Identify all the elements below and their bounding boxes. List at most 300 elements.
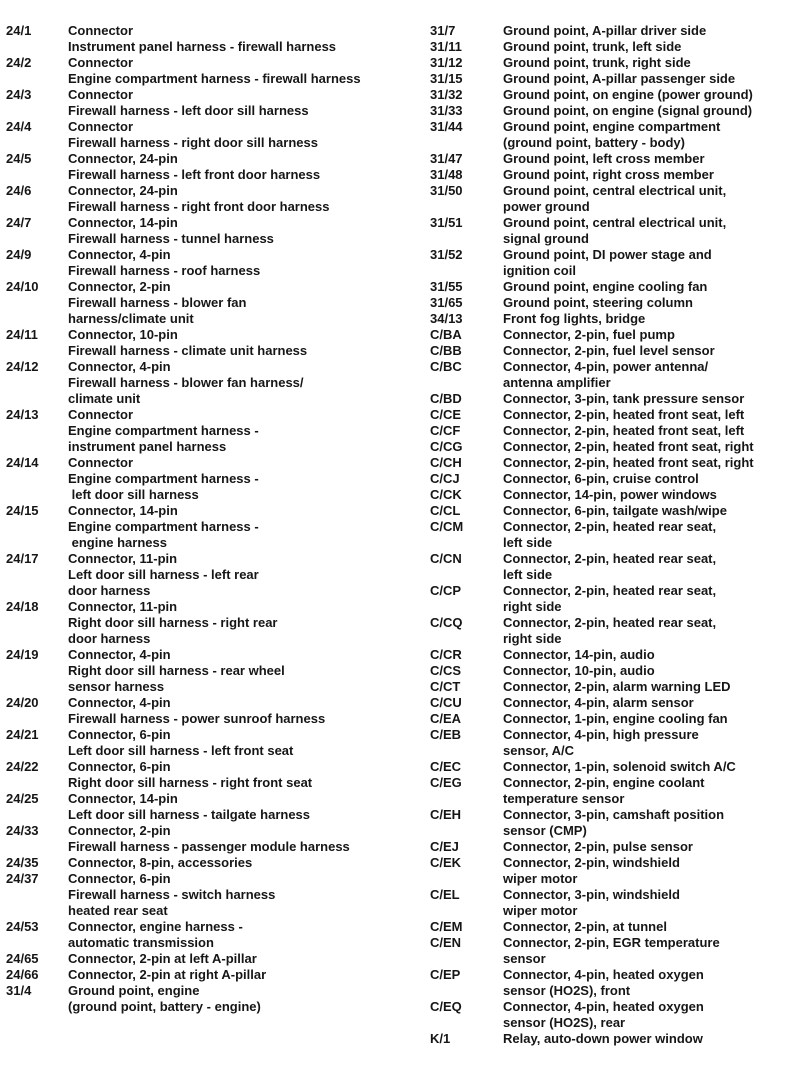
entry-description-line: Connector, 2-pin, heated rear seat, — [503, 615, 717, 630]
entry-description — [503, 919, 804, 935]
entry-code: C/CK — [430, 487, 462, 502]
entry-description-line: Connector, 14-pin, power windows — [503, 487, 717, 502]
legend-entry — [430, 215, 804, 247]
entry-description — [503, 887, 804, 919]
entry-description — [503, 839, 804, 855]
entry-description-line: left side — [503, 567, 553, 582]
entry-description-line: Connector — [68, 23, 133, 38]
entry-code: 31/52 — [430, 247, 463, 262]
entry-code: C/CT — [430, 679, 461, 694]
entry-description-line: Connector — [68, 407, 133, 422]
entry-description — [68, 759, 428, 791]
legend-entry — [430, 103, 804, 119]
entry-code: C/EK — [430, 855, 462, 870]
legend-entry — [430, 727, 804, 759]
entry-description-line: Connector, 2-pin, heated rear seat, — [503, 551, 717, 566]
legend-entry — [6, 871, 428, 919]
entry-description — [503, 455, 804, 471]
entry-code: C/CR — [430, 647, 462, 662]
entry-code: C/BA — [430, 327, 462, 342]
entry-description — [503, 359, 804, 391]
entry-description — [68, 967, 428, 983]
legend-entry — [430, 1031, 804, 1047]
legend-entry — [430, 39, 804, 55]
entry-description — [503, 343, 804, 359]
entry-description-line: Ground point, DI power stage and — [503, 247, 712, 262]
entry-code: 24/15 — [6, 503, 39, 518]
entry-description-line: sensor (HO2S), rear — [503, 1015, 626, 1030]
entry-description-line: Connector, engine harness - — [68, 919, 243, 934]
entry-description — [503, 583, 804, 615]
entry-code: 31/65 — [430, 295, 463, 310]
entry-description-line: Connector, 4-pin, power antenna/ — [503, 359, 709, 374]
entry-code: 24/22 — [6, 759, 39, 774]
entry-code: C/CF — [430, 423, 461, 438]
entry-description-line: harness/climate unit — [68, 311, 194, 326]
legend-entry — [430, 711, 804, 727]
entry-description-line: Connector, 24-pin — [68, 183, 178, 198]
entry-description-line: Ground point, A-pillar passenger side — [503, 71, 736, 86]
entry-description — [503, 295, 804, 311]
entry-description-line: Right door sill harness - right front seat — [68, 775, 313, 790]
entry-description-line: Ground point, trunk, right side — [503, 55, 691, 70]
legend-entry — [6, 359, 428, 407]
legend-entry — [430, 183, 804, 215]
legend-entry — [430, 855, 804, 887]
entry-description-line: Connector, 2-pin, at tunnel — [503, 919, 667, 934]
entry-description-line: Ground point, steering column — [503, 295, 693, 310]
entry-description-line: Ground point, right cross member — [503, 167, 714, 182]
entry-description-line: Connector — [68, 119, 133, 134]
entry-description-line: Connector, 3-pin, tank pressure sensor — [503, 391, 745, 406]
entry-description-line: Connector, 2-pin, heated front seat, right — [503, 455, 754, 470]
entry-description-line: right side — [503, 631, 562, 646]
entry-description-line: Firewall harness - passenger module harness — [68, 839, 350, 854]
entry-description-line: Connector, 1-pin, solenoid switch A/C — [503, 759, 736, 774]
entry-description-line: sensor harness — [68, 679, 165, 694]
entry-description-line: automatic transmission — [68, 935, 214, 950]
entry-code: C/CL — [430, 503, 461, 518]
entry-code: 24/20 — [6, 695, 39, 710]
legend-entry — [430, 327, 804, 343]
entry-description-line: wiper motor — [503, 871, 578, 886]
legend-entry — [6, 695, 428, 727]
entry-description-line: Connector, 2-pin at right A-pillar — [68, 967, 267, 982]
entry-description-line: Connector, 2-pin at left A-pillar — [68, 951, 257, 966]
entry-description-line: door harness — [68, 631, 151, 646]
legend-entry — [6, 455, 428, 503]
entry-description — [503, 247, 804, 279]
entry-code: 31/12 — [430, 55, 463, 70]
legend-entry — [430, 311, 804, 327]
entry-description-line: Firewall harness - blower fan — [68, 295, 247, 310]
legend-entry — [6, 327, 428, 359]
entry-description — [503, 71, 804, 87]
entry-description — [68, 359, 428, 407]
entry-description-line: Ground point, trunk, left side — [503, 39, 682, 54]
entry-code: C/CM — [430, 519, 464, 534]
legend-entry — [430, 407, 804, 423]
legend-entry — [430, 839, 804, 855]
entry-code: 24/37 — [6, 871, 39, 886]
entry-description — [68, 983, 428, 1015]
legend-entry — [430, 999, 804, 1031]
legend-entry — [430, 55, 804, 71]
entry-description-line: Connector, 4-pin, heated oxygen — [503, 999, 704, 1014]
legend-entry — [430, 647, 804, 663]
entry-code: C/CQ — [430, 615, 463, 630]
entry-description — [68, 327, 428, 359]
entry-description — [503, 151, 804, 167]
legend-entry — [430, 71, 804, 87]
entry-description-line: Connector, 11-pin — [68, 599, 178, 614]
legend-entry — [6, 791, 428, 823]
legend-entry — [430, 455, 804, 471]
legend-entry — [6, 967, 428, 983]
entry-description-line: Firewall harness - blower fan harness/ — [68, 375, 304, 390]
entry-description-line: Ground point, engine — [68, 983, 200, 998]
entry-description — [68, 279, 428, 327]
entry-description-line: Engine compartment harness - firewall harness — [68, 71, 361, 86]
entry-code: K/1 — [430, 1031, 451, 1046]
entry-code: 24/4 — [6, 119, 32, 134]
legend-entry — [430, 503, 804, 519]
entry-description — [503, 663, 804, 679]
entry-description — [503, 967, 804, 999]
entry-description-line: Ground point, central electrical unit, — [503, 215, 727, 230]
entry-code: C/EN — [430, 935, 462, 950]
legend-entry — [430, 919, 804, 935]
entry-description — [503, 679, 804, 695]
entry-description-line: Connector, 2-pin, fuel pump — [503, 327, 675, 342]
entry-description-line: wiper motor — [503, 903, 578, 918]
entry-description-line: Ground point, on engine (power ground) — [503, 87, 753, 102]
legend-entry — [6, 919, 428, 951]
entry-description-line: (ground point, battery - body) — [503, 135, 685, 150]
entry-code: 31/15 — [430, 71, 463, 86]
legend-entry — [430, 279, 804, 295]
entry-description-line: climate unit — [68, 391, 141, 406]
entry-description-line: Connector, 4-pin, alarm sensor — [503, 695, 694, 710]
entry-description — [503, 407, 804, 423]
legend-entry — [6, 119, 428, 151]
entry-description-line: Connector, 4-pin — [68, 647, 171, 662]
entry-description-line: left door sill harness — [68, 487, 199, 502]
entry-description-line: Right door sill harness - right rear — [68, 615, 278, 630]
entry-code: 24/65 — [6, 951, 39, 966]
entry-description-line: Ground point, A-pillar driver side — [503, 23, 707, 38]
legend-entry — [430, 519, 804, 551]
entry-description — [68, 823, 428, 855]
entry-description-line: Firewall harness - roof harness — [68, 263, 261, 278]
entry-description-line: Firewall harness - climate unit harness — [68, 343, 308, 358]
entry-description — [68, 871, 428, 919]
legend-entry — [430, 583, 804, 615]
entry-description-line: Connector, 2-pin, alarm warning LED — [503, 679, 731, 694]
legend-entry — [430, 759, 804, 775]
entry-code: 34/13 — [430, 311, 463, 326]
entry-description-line: Ground point, engine cooling fan — [503, 279, 708, 294]
entry-description-line: Connector, 1-pin, engine cooling fan — [503, 711, 728, 726]
entry-description — [68, 951, 428, 967]
entry-description — [68, 183, 428, 215]
entry-description-line: Firewall harness - left front door harness — [68, 167, 321, 182]
entry-code: C/CG — [430, 439, 463, 454]
entry-description — [503, 423, 804, 439]
entry-code: 24/10 — [6, 279, 39, 294]
entry-description — [503, 55, 804, 71]
entry-description — [503, 119, 804, 151]
entry-code: C/BD — [430, 391, 462, 406]
entry-code: 31/51 — [430, 215, 463, 230]
entry-description — [503, 711, 804, 727]
entry-description-line: Connector, 4-pin, heated oxygen — [503, 967, 704, 982]
entry-description — [68, 791, 428, 823]
entry-description — [503, 311, 804, 327]
entry-description-line: antenna amplifier — [503, 375, 611, 390]
entry-description-line: Connector, 4-pin — [68, 695, 171, 710]
entry-description-line: Connector, 6-pin — [68, 871, 171, 886]
entry-description — [503, 935, 804, 967]
entry-code: 24/21 — [6, 727, 39, 742]
legend-entry — [6, 951, 428, 967]
entry-description — [503, 727, 804, 759]
entry-code: 24/18 — [6, 599, 39, 614]
entry-description-line: Connector, 3-pin, windshield — [503, 887, 680, 902]
entry-description — [503, 103, 804, 119]
entry-description — [503, 807, 804, 839]
entry-description — [503, 439, 804, 455]
legend-entry — [430, 295, 804, 311]
legend-entry — [430, 167, 804, 183]
entry-description — [503, 279, 804, 295]
entry-code: 24/7 — [6, 215, 32, 230]
legend-entry — [430, 87, 804, 103]
entry-description-line: left side — [503, 535, 553, 550]
legend-entry — [430, 807, 804, 839]
entry-code: C/EB — [430, 727, 462, 742]
entry-code: C/EG — [430, 775, 462, 790]
entry-description — [68, 695, 428, 727]
entry-code: 24/5 — [6, 151, 32, 166]
legend-entry — [6, 855, 428, 871]
legend-entry — [430, 935, 804, 967]
entry-description-line: Firewall harness - tunnel harness — [68, 231, 274, 246]
entry-description-line: Front fog lights, bridge — [503, 311, 646, 326]
entry-description-line: right side — [503, 599, 562, 614]
entry-description-line: Connector, 6-pin, cruise control — [503, 471, 699, 486]
entry-description-line: power ground — [503, 199, 590, 214]
legend-entry — [6, 87, 428, 119]
entry-description-line: sensor (CMP) — [503, 823, 587, 838]
entry-code: 24/14 — [6, 455, 39, 470]
entry-code: 24/25 — [6, 791, 39, 806]
entry-description-line: sensor (HO2S), front — [503, 983, 631, 998]
entry-description — [68, 919, 428, 951]
entry-description-line: Engine compartment harness - — [68, 423, 259, 438]
legend-entry — [6, 215, 428, 247]
legend-entry — [430, 551, 804, 583]
entry-description-line: door harness — [68, 583, 151, 598]
legend-entry — [6, 23, 428, 55]
entry-code: 24/13 — [6, 407, 39, 422]
entry-code: C/EC — [430, 759, 462, 774]
entry-description — [68, 119, 428, 151]
legend-entry — [430, 439, 804, 455]
entry-description-line: Connector, 4-pin — [68, 247, 171, 262]
entry-code: 24/1 — [6, 23, 32, 38]
legend-column-right — [430, 23, 804, 1047]
entry-code: 31/33 — [430, 103, 463, 118]
entry-code: C/CE — [430, 407, 462, 422]
entry-description — [503, 23, 804, 39]
legend-entry — [430, 151, 804, 167]
entry-description-line: Ground point, engine compartment — [503, 119, 721, 134]
legend-entry — [6, 247, 428, 279]
entry-description — [503, 999, 804, 1031]
entry-description-line: Engine compartment harness - — [68, 471, 259, 486]
entry-description — [68, 647, 428, 695]
entry-description-line: Connector, 4-pin — [68, 359, 171, 374]
legend-entry — [6, 599, 428, 647]
legend-entry — [430, 679, 804, 695]
legend-entry — [430, 487, 804, 503]
entry-description-line: heated rear seat — [68, 903, 168, 918]
legend-entry — [430, 119, 804, 151]
legend-entry — [6, 503, 428, 551]
entry-description-line: Connector, 8-pin, accessories — [68, 855, 253, 870]
entry-description — [503, 327, 804, 343]
entry-description — [503, 87, 804, 103]
entry-code: C/EP — [430, 967, 461, 982]
entry-description-line: Connector, 11-pin — [68, 551, 178, 566]
entry-description — [68, 215, 428, 247]
entry-code: C/BC — [430, 359, 462, 374]
entry-code: 31/7 — [430, 23, 456, 38]
entry-description-line: Connector, 24-pin — [68, 151, 178, 166]
entry-code: C/CH — [430, 455, 462, 470]
entry-description-line: Connector, 14-pin — [68, 791, 178, 806]
entry-description — [68, 247, 428, 279]
legend-entry — [430, 471, 804, 487]
legend-entry — [430, 663, 804, 679]
entry-description-line: Connector, 2-pin — [68, 823, 171, 838]
entry-description-line: Connector, 14-pin — [68, 503, 178, 518]
entry-description — [503, 615, 804, 647]
entry-description-line: Connector, 2-pin, engine coolant — [503, 775, 705, 790]
entry-description-line: Connector, 2-pin, windshield — [503, 855, 680, 870]
entry-description — [503, 391, 804, 407]
entry-description-line: (ground point, battery - engine) — [68, 999, 261, 1014]
entry-code: C/EA — [430, 711, 462, 726]
entry-description-line: Firewall harness - left door sill harness — [68, 103, 309, 118]
entry-description-line: sensor, A/C — [503, 743, 575, 758]
legend-entry — [430, 23, 804, 39]
entry-description — [68, 407, 428, 455]
entry-description — [503, 775, 804, 807]
entry-description-line: Right door sill harness - rear wheel — [68, 663, 285, 678]
entry-description-line: ignition coil — [503, 263, 576, 278]
entry-code: 31/48 — [430, 167, 463, 182]
entry-description-line: Connector — [68, 87, 133, 102]
entry-description — [503, 487, 804, 503]
entry-code: 24/53 — [6, 919, 39, 934]
legend-entry — [430, 423, 804, 439]
entry-description-line: Connector, 10-pin — [68, 327, 178, 342]
entry-description-line: Connector, 6-pin — [68, 727, 171, 742]
entry-description-line: Firewall harness - power sunroof harness — [68, 711, 326, 726]
entry-code: 31/4 — [6, 983, 32, 998]
entry-description — [503, 167, 804, 183]
entry-description-line: Connector, 10-pin, audio — [503, 663, 655, 678]
entry-code: 24/66 — [6, 967, 39, 982]
entry-description-line: Connector, 2-pin, heated rear seat, — [503, 583, 717, 598]
entry-description — [503, 695, 804, 711]
entry-code: 24/6 — [6, 183, 32, 198]
entry-code: 31/55 — [430, 279, 463, 294]
entry-description-line: instrument panel harness — [68, 439, 227, 454]
entry-description — [503, 1031, 804, 1047]
entry-code: 24/17 — [6, 551, 39, 566]
entry-description — [68, 455, 428, 503]
entry-description-line: Connector, 6-pin, tailgate wash/wipe — [503, 503, 727, 518]
entry-description-line: Connector, 2-pin, heated front seat, left — [503, 423, 745, 438]
entry-description-line: Connector, 2-pin, EGR temperature — [503, 935, 720, 950]
legend-entry — [430, 359, 804, 391]
entry-description-line: Connector, 6-pin — [68, 759, 171, 774]
entry-description-line: Connector, 4-pin, high pressure — [503, 727, 699, 742]
entry-description — [503, 39, 804, 55]
entry-description-line: Firewall harness - right front door harness — [68, 199, 330, 214]
legend-entry — [6, 55, 428, 87]
entry-description — [503, 551, 804, 583]
entry-code: C/EQ — [430, 999, 462, 1014]
entry-description-line: signal ground — [503, 231, 589, 246]
entry-description-line: Connector, 2-pin, heated front seat, left — [503, 407, 745, 422]
entry-code: 24/9 — [6, 247, 32, 262]
entry-description-line: Connector, 2-pin, heated rear seat, — [503, 519, 717, 534]
entry-code: 31/11 — [430, 39, 462, 54]
entry-description-line: Left door sill harness - left front seat — [68, 743, 294, 758]
entry-code: 24/35 — [6, 855, 39, 870]
entry-code: C/BB — [430, 343, 462, 358]
entry-description — [68, 151, 428, 183]
entry-description — [68, 727, 428, 759]
entry-code: 31/47 — [430, 151, 463, 166]
entry-description — [503, 471, 804, 487]
legend-entry — [430, 967, 804, 999]
entry-description-line: Connector, 2-pin, fuel level sensor — [503, 343, 715, 358]
entry-code: C/CU — [430, 695, 462, 710]
legend-entry — [430, 391, 804, 407]
entry-code: 24/2 — [6, 55, 32, 70]
entry-description-line: Connector, 14-pin, audio — [503, 647, 655, 662]
entry-code: C/CN — [430, 551, 462, 566]
entry-description-line: Connector, 2-pin — [68, 279, 171, 294]
legend-entry — [430, 775, 804, 807]
legend-entry — [6, 407, 428, 455]
entry-code: C/CS — [430, 663, 462, 678]
entry-description-line: Connector, 3-pin, camshaft position — [503, 807, 725, 822]
entry-description-line: Engine compartment harness - — [68, 519, 259, 534]
legend-entry — [6, 279, 428, 327]
legend-entry — [6, 647, 428, 695]
entry-description — [68, 503, 428, 551]
legend-entry — [430, 615, 804, 647]
entry-code: C/CJ — [430, 471, 460, 486]
entry-code: C/EM — [430, 919, 463, 934]
entry-code: 31/32 — [430, 87, 463, 102]
